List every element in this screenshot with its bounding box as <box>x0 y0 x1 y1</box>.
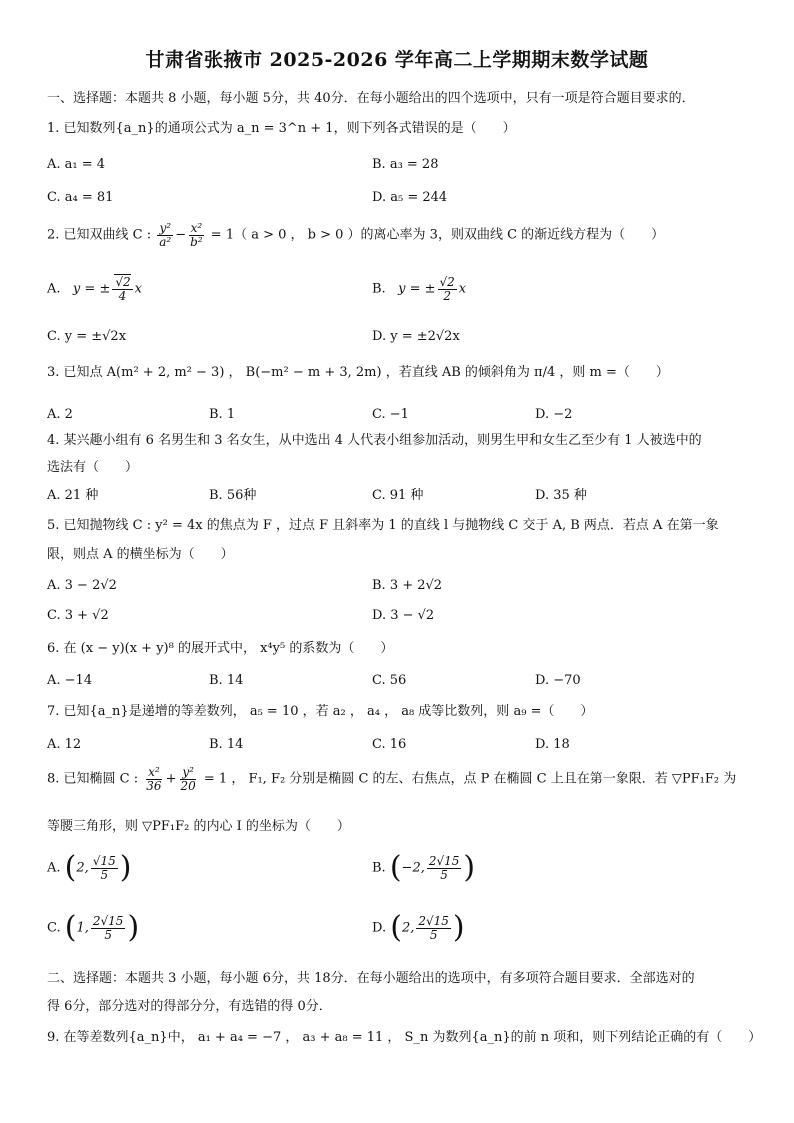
section-1-heading: 一、选择题：本题共 8 小题，每小题 5分，共 40分．在每小题给出的四个选项中，只有一项是符合题目要求的． <box>47 91 695 106</box>
q3-option-a: A. 2 <box>47 407 73 422</box>
q8-option-d: D. (2, $\frac{2√15}{5}$ ) <box>372 910 465 945</box>
q2-option-a: A. y = ± $\frac{√2}{4}$ x <box>47 275 142 303</box>
q7-stem: 7. 已知{a_n}是递增的等差数列， a₅ = 10 ，若 a₂ ， a₄ ， a₈ 成等比数列，则 a₉ =（ ） <box>47 704 594 719</box>
q3-stem: 3. 已知点 A(m² + 2, m² − 3) ， B(−m² − m + 3, 2m) ，若直线 AB 的倾斜角为 π/4 ，则 m =（ ） <box>47 365 669 380</box>
q6-stem: 6. 在 (x − y)(x + y)⁸ 的展开式中， x⁴y⁵ 的系数为（ ） <box>47 641 394 656</box>
q3-option-b: B. 1 <box>209 407 236 422</box>
q8-option-a: A. (2, $\frac{√15}{5}$ ) <box>47 850 132 885</box>
q8-option-b: B. (−2, $\frac{2√15}{5}$ ) <box>372 850 476 885</box>
q3-option-d: D. −2 <box>535 407 573 422</box>
q1-option-a: A. a₁ = 4 <box>47 157 106 172</box>
q6-option-c: C. 56 <box>372 673 407 688</box>
q7-option-c: C. 16 <box>372 737 407 752</box>
q7-option-a: A. 12 <box>47 737 82 752</box>
q4-option-d: D. 35 种 <box>535 488 587 503</box>
q1-stem: 1. 已知数列{a_n}的通项公式为 a_n = 3^n + 1，则下列各式错误的是（ ） <box>47 121 516 136</box>
q8-option-c: C. (1, $\frac{2√15}{5}$ ) <box>47 910 140 945</box>
q6-option-d: D. −70 <box>535 673 581 688</box>
q8-stem-pre: 8. 已知椭圆 C : <box>47 771 139 787</box>
q6-option-b: B. 14 <box>209 673 244 688</box>
q8-stem-post: = 1 ， F₁, F₂ 分别是椭圆 C 的左、右焦点，点 P 在椭圆 C 上且在第一象限．若 ▽PF₁F₂ 为 <box>203 771 737 787</box>
q2-frac-x: $\frac{\text{x²}}{\text{b²}}$ <box>190 221 203 249</box>
q2-stem-row: 2. 已知双曲线 C : $\frac{\text{y²}}{\text{a²}}$ − $\frac{\text{x²}}{\text{b²}}$ = 1（ a > 0 ， b > 0 ）的离心率为 3，则双曲线 C 的渐近线方程为（ ） <box>47 221 665 249</box>
q4-option-a: A. 21 种 <box>47 488 99 503</box>
q2-option-c: C. y = ±√2x <box>47 329 127 344</box>
q5-option-a: A. 3 − 2√2 <box>47 578 117 593</box>
q5-stem-line1: 5. 已知抛物线 C : y² = 4x 的焦点为 F ，过点 F 且斜率为 1 的直线 l 与抛物线 C 交于 A, B 两点．若点 A 在第一象 <box>47 518 719 533</box>
q5-option-b: B. 3 + 2√2 <box>372 578 443 593</box>
q9-stem: 9. 在等差数列{a_n}中， a₁ + a₄ = −7 ， a₃ + a₈ = 11 ， S_n 为数列{a_n}的前 n 项和，则下列结论正确的有（ ） <box>47 1030 762 1045</box>
q5-option-c: C. 3 + √2 <box>47 608 109 623</box>
q4-stem-line1: 4. 某兴趣小组有 6 名男生和 3 名女生，从中选出 4 人代表小组参加活动，则男生甲和女生乙至少有 1 人被选中的 <box>47 433 702 448</box>
q8-frac-x: $\frac{\text{x²}}{36}$ <box>146 765 162 793</box>
section-2-heading-line2: 得 6分，部分选对的得部分分，有选错的得 0分． <box>47 999 332 1014</box>
q2-stem-post: = 1（ a > 0 ， b > 0 ）的离心率为 3，则双曲线 C 的渐近线方程为（ ） <box>210 227 665 243</box>
q2-option-d: D. y = ±2√2x <box>372 329 460 344</box>
q1-option-c: C. a₄ = 81 <box>47 190 114 205</box>
q2-frac-y: $\frac{\text{y²}}{\text{a²}}$ <box>159 221 172 249</box>
q3-option-c: C. −1 <box>372 407 409 422</box>
q1-option-d: D. a₅ = 244 <box>372 190 448 205</box>
q2-option-b: B. y = ± $\frac{√2}{2}$ x <box>372 275 467 303</box>
q4-option-c: C. 91 种 <box>372 488 424 503</box>
section-2-heading-line1: 二、选择题：本题共 3 小题，每小题 6分，共 18分．在每小题给出的选项中，有多项符合题目要求．全部选对的 <box>47 971 695 986</box>
q5-option-d: D. 3 − √2 <box>372 608 435 623</box>
q6-option-a: A. −14 <box>47 673 93 688</box>
q5-stem-line2: 限，则点 A 的横坐标为（ ） <box>47 547 234 562</box>
q8-stem-row: 8. 已知椭圆 C : $\frac{\text{x²}}{36}$ + $\frac{\text{y²}}{20}$ = 1 ， F₁, F₂ 分别是椭圆 C 的左、右焦点，点 P 在椭圆 C 上且在第一象限．若 ▽PF₁F₂ 为 <box>47 765 737 793</box>
q2-stem-pre: 2. 已知双曲线 C : <box>47 227 152 243</box>
q7-option-b: B. 14 <box>209 737 244 752</box>
exam-title: 甘肃省张掖市 2025-2026 学年高二上学期期末数学试题 <box>145 49 649 71</box>
q4-option-b: B. 56种 <box>209 488 257 503</box>
q8-stem-line2: 等腰三角形，则 ▽PF₁F₂ 的内心 I 的坐标为（ ） <box>47 819 350 834</box>
q1-option-b: B. a₃ = 28 <box>372 157 439 172</box>
q7-option-d: D. 18 <box>535 737 570 752</box>
q8-frac-y: $\frac{\text{y²}}{20}$ <box>180 765 196 793</box>
q4-stem-line2: 选法有（ ） <box>47 460 139 475</box>
